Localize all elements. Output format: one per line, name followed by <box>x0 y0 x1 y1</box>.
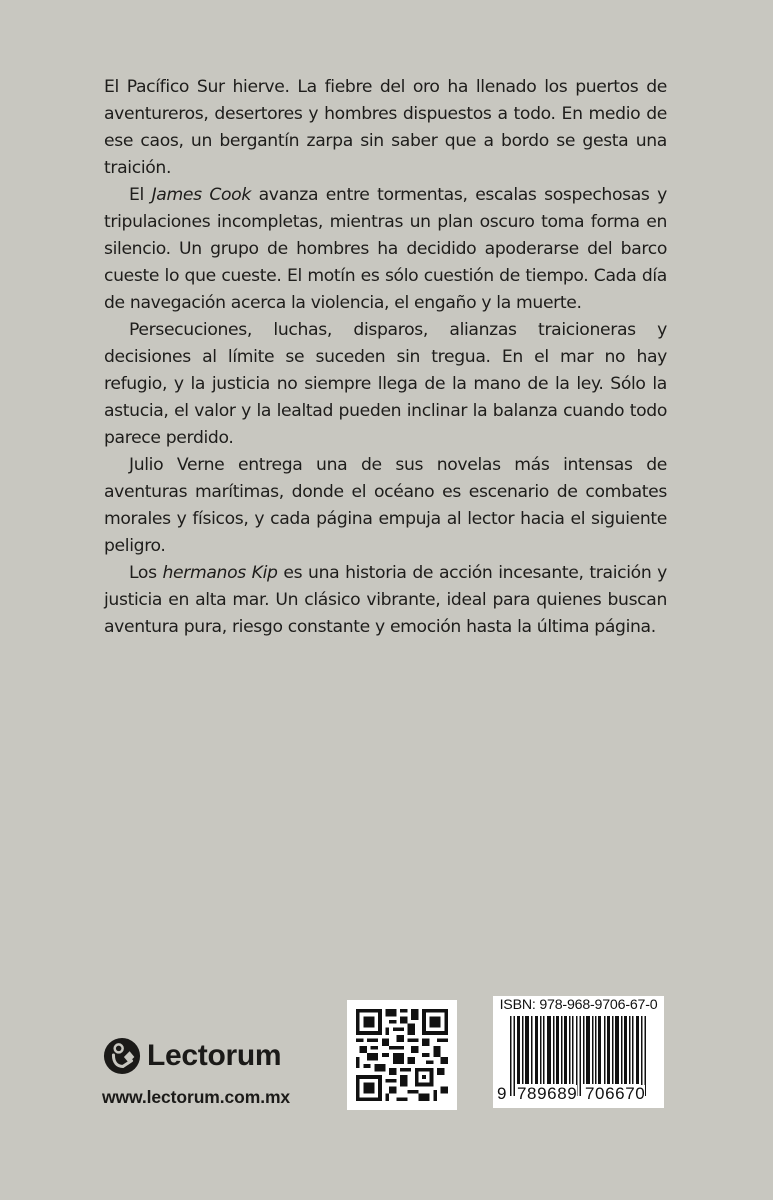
publisher-website[interactable]: www.lectorum.com.mx <box>102 1087 291 1107</box>
blurb-paragraph-4: Julio Verne entrega una de sus novelas más intensas de aventuras marítimas, donde el océano es escenario de combates morales y físicos, y cada página empuja al lector hacia el siguiente peligro. <box>104 455 667 556</box>
blurb-paragraph-5: Los hermanos Kip es una historia de acción incesante, traición y justicia en alta mar. Un clásico vibrante, ideal para quienes buscan aventura pura, riesgo constante y emoción hasta la última página. <box>104 563 667 637</box>
publisher-name: Lectorum <box>147 1039 282 1072</box>
ship-name: James Cook <box>151 185 251 205</box>
blurb-paragraph-2: El James Cook avanza entre tormentas, escalas sospechosas y tripulaciones incompletas, mientras un plan oscuro toma forma en silencio. Un grupo de hombres ha decidido apoderarse del barco cueste lo que cueste. El motín es sólo cuestión de tiempo. Cada día de navegación acerca la violencia, el engaño y la muerte. <box>104 185 667 313</box>
isbn-label: ISBN: 978-968-9706-67-0 <box>499 997 658 1013</box>
isbn-barcode <box>493 996 664 1108</box>
barcode-right-group: 706670 <box>585 1084 646 1103</box>
qr-code-icon <box>356 1009 448 1101</box>
blurb-paragraph-3: Persecuciones, luchas, disparos, alianzas traicioneras y decisiones al límite se suceden sin tregua. En el mar no hay refugio, y la justicia no siempre llega de la mano de la ley. Sólo la astucia, el valor y la lealtad pueden inclinar la balanza cuando todo parece perdido. <box>104 320 667 448</box>
publisher-logo <box>103 1037 281 1075</box>
book-title: hermanos Kip <box>162 563 278 583</box>
qr-code[interactable] <box>347 1000 457 1110</box>
blurb-paragraph-1: El Pacífico Sur hierve. La fiebre del oro ha llenado los puertos de aventureros, desertores y hombres dispuestos a todo. En medio de ese caos, un bergantín zarpa sin saber que a bordo se gesta una traición. <box>104 77 667 178</box>
blurb-text <box>104 74 667 641</box>
barcode-first-digit: 9 <box>497 1084 507 1103</box>
barcode-left-group: 789689 <box>517 1084 578 1103</box>
lectorum-reader-icon <box>103 1037 141 1075</box>
